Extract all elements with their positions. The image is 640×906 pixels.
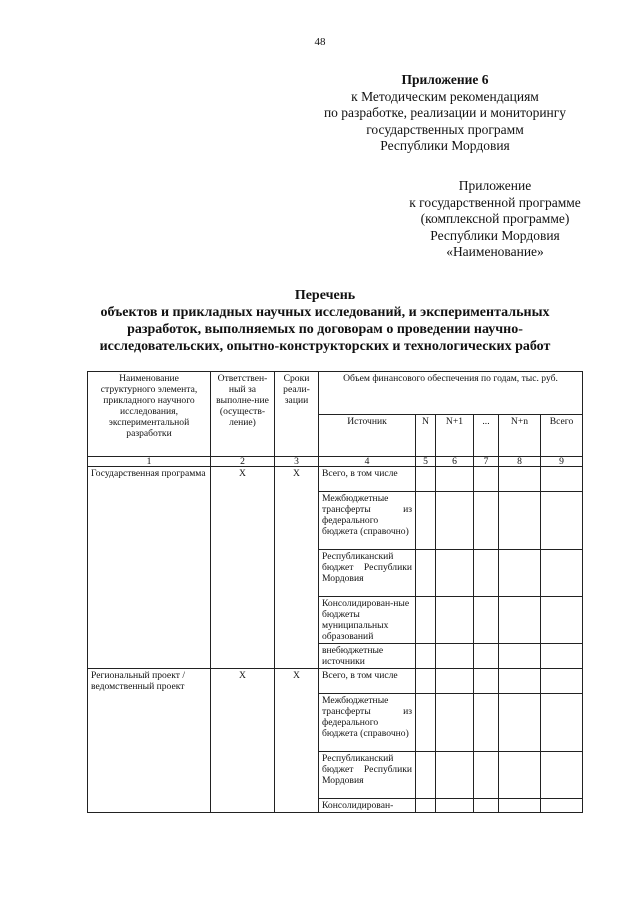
page-number: 48 — [314, 36, 326, 48]
title-line: разработок, выполняемых по договорам о проведении научно- — [127, 322, 523, 337]
annex-line: (комплексной программе) — [420, 211, 570, 226]
appendix-line: Республики Мордовия — [380, 138, 510, 153]
appendix-line: по разработке, реализации и мониторингу — [323, 105, 567, 120]
column-number: 1 — [88, 457, 211, 467]
term-cell: X — [275, 669, 319, 813]
header-funding: Объем финансового обеспечения по годам, тыс. руб. — [319, 372, 583, 415]
source-cell: Всего, в том числе — [319, 467, 416, 492]
responsible-cell: X — [211, 467, 275, 669]
header-total: Всего — [541, 414, 583, 457]
document-title — [60, 287, 590, 355]
source-cell: Межбюджетные трансферты из федерального бюджета (справочно) — [319, 694, 416, 752]
appendix-line: государственных программ — [366, 121, 524, 137]
column-number: 2 — [211, 457, 275, 467]
header-structural-element: Наименование структурного элемента, прикладного научного исследования, экспериментальной разработки — [88, 372, 211, 457]
annex-line: «Наименование» — [446, 244, 544, 259]
title-line: Перечень — [294, 288, 356, 303]
source-cell: Республиканский бюджет Республики Мордовия — [319, 752, 416, 799]
header-row — [88, 372, 583, 415]
annex-line: Республики Мордовия — [430, 227, 560, 243]
annex-line: Приложение — [458, 178, 532, 193]
table-row — [88, 669, 583, 694]
source-cell: Межбюджетные трансферты из федерального бюджета (справочно) — [319, 492, 416, 550]
header-year-n1: N+1 — [436, 414, 474, 457]
annex-block — [380, 178, 610, 261]
appendix-title: Приложение 6 — [401, 72, 489, 87]
column-number: 8 — [499, 457, 541, 467]
appendix-line: к Методическим рекомендациям — [351, 88, 539, 104]
responsible-cell: X — [211, 669, 275, 813]
annex-line: к государственной программе — [409, 194, 581, 210]
header-responsible: Ответствен-ный за выполне-ние (осуществ-ление) — [211, 372, 275, 457]
title-line: исследовательских, опытно-конструкторских и технологических работ — [99, 339, 551, 354]
source-cell: Всего, в том числе — [319, 669, 416, 694]
column-number: 4 — [319, 457, 416, 467]
table-row — [88, 467, 583, 492]
column-number: 3 — [275, 457, 319, 467]
term-cell: X — [275, 467, 319, 669]
program-name-cell: Государственная программа — [88, 467, 211, 669]
header-year-n: N — [416, 414, 436, 457]
source-cell: Консолидирован- — [319, 799, 416, 813]
column-number: 9 — [541, 457, 583, 467]
header-term: Сроки реали-зации — [275, 372, 319, 457]
source-cell: Консолидирован-ные бюджеты муниципальных образований — [319, 597, 416, 644]
title-line: объектов и прикладных научных исследований, и экспериментальных — [100, 305, 550, 320]
column-number-row — [88, 457, 583, 467]
column-number: 6 — [436, 457, 474, 467]
appendix-block — [300, 72, 590, 155]
project-name-cell: Региональный проект / ведомственный проект — [88, 669, 211, 813]
source-cell: Республиканский бюджет Республики Мордовия — [319, 550, 416, 597]
source-cell: внебюджетные источники — [319, 644, 416, 669]
header-source: Источник — [319, 414, 416, 457]
header-dots: ... — [474, 414, 499, 457]
research-table — [87, 371, 583, 813]
column-number: 5 — [416, 457, 436, 467]
column-number: 7 — [474, 457, 499, 467]
header-year-nn: N+n — [499, 414, 541, 457]
